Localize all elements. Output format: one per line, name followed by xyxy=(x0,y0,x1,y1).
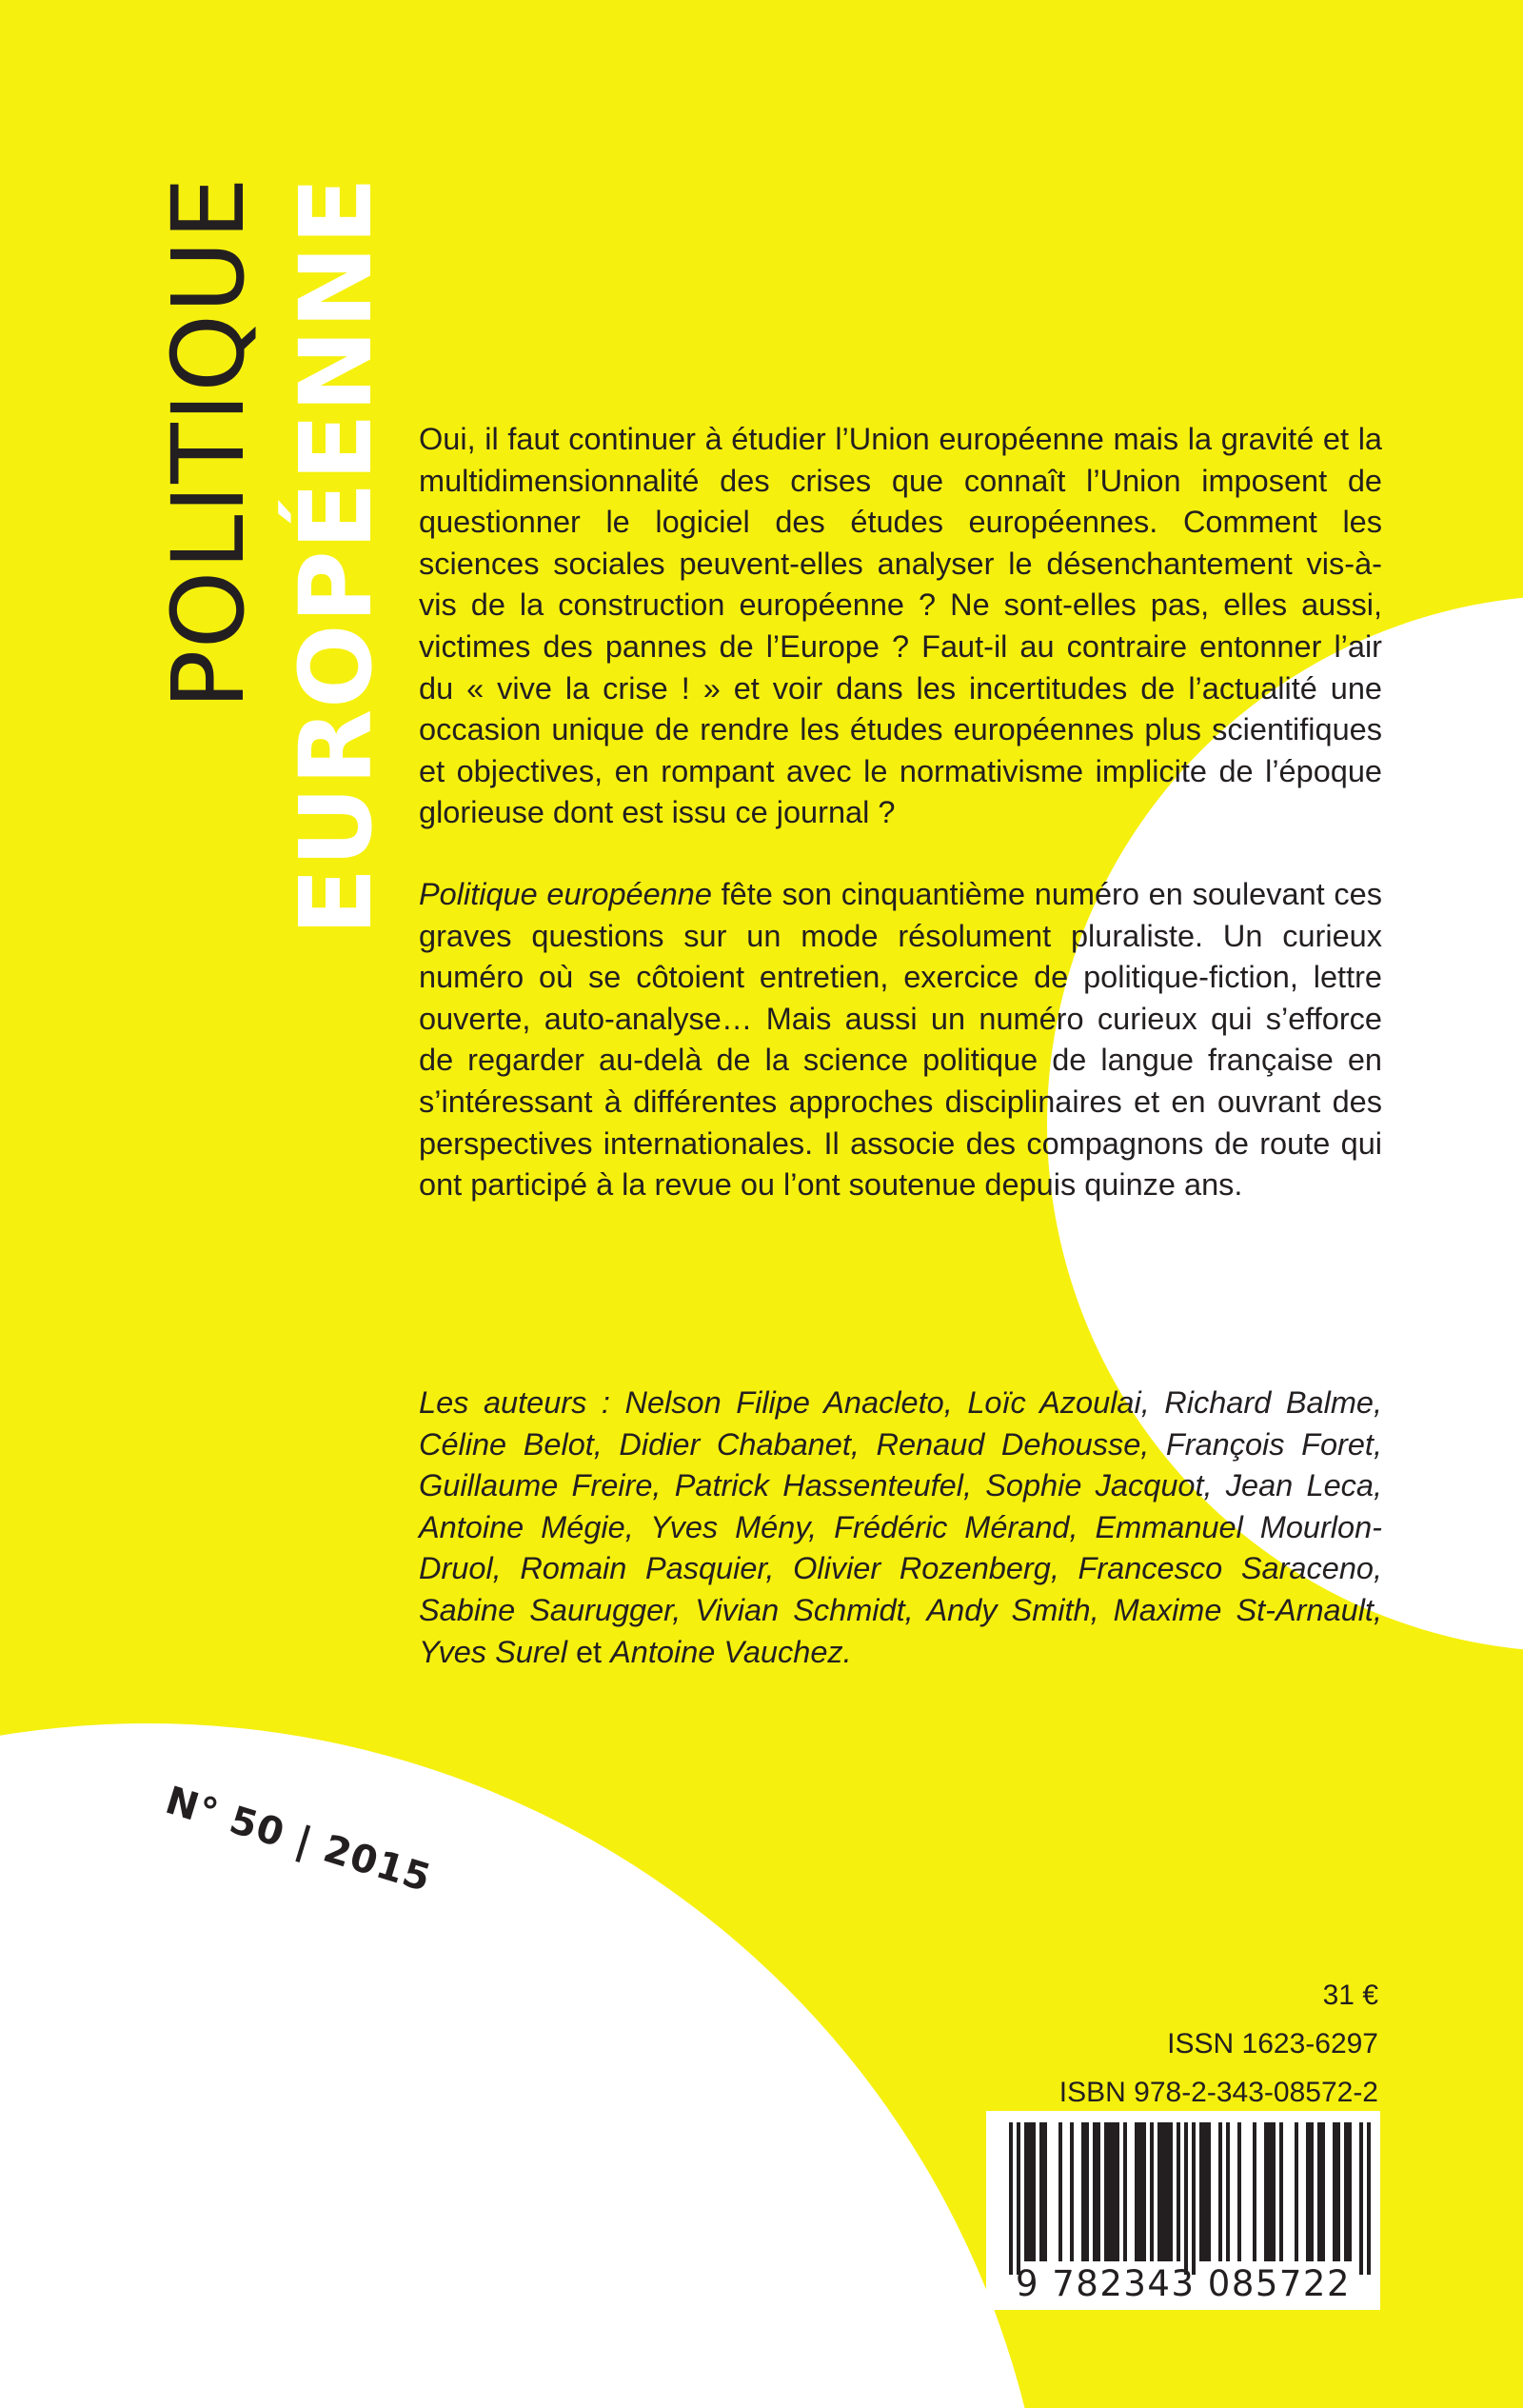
barcode-digits: 9 782343 085722 xyxy=(1015,2263,1352,2304)
barcode-bar xyxy=(1333,2122,1336,2261)
authors-list xyxy=(419,1383,1382,1673)
barcode-bar xyxy=(1112,2122,1116,2261)
journal-title-italic: Politique européenne xyxy=(419,876,712,911)
paragraph-2-text: fête son cinquantième numéro en soulevant ces graves questions sur un mode résolument pluraliste. Un curieux numéro où se côtoient entretien, exercice de politique-fiction, lettre ouverte, auto-analyse… Mais aussi un numéro curieux qui s’efforce de regarder au-delà de la science politique de langue française en s’intéressant à différentes approches disciplinaires et en ouvrant des perspectives internationales. Il associe des compagnons de route qui ont participé à la revue ou l’ont soutenue depuis quinze ans. xyxy=(419,876,1382,1203)
barcode-bar xyxy=(1039,2122,1043,2261)
barcode-bar xyxy=(1009,2122,1013,2275)
barcode-bar xyxy=(1306,2122,1310,2261)
barcode-bar xyxy=(1135,2122,1138,2261)
barcode-bar xyxy=(1085,2122,1089,2261)
barcode-bar xyxy=(1070,2122,1074,2261)
barcode-bar xyxy=(1272,2122,1276,2261)
authors-names: Les auteurs : Nelson Filipe Anacleto, Loïc Azoulai, Richard Balme, Céline Belot, Didier Chabanet, Renaud Dehousse, François Foret, Guillaume Freire, Patrick Hassenteufel, Sophie Jacquot, Jean Leca, Antoine Mégie, Yves Mény, Frédéric Mérand, Emmanuel Mourlon-Druol, Romain Pasquier, Olivier Rozenberg, Francesco Saraceno, Sabine Saurugger, Vivian Schmidt, Andy Smith, Maxime St-Arnault, Yves Surel xyxy=(419,1385,1382,1669)
barcode-bar xyxy=(1317,2122,1321,2261)
barcode-bar xyxy=(1336,2122,1340,2261)
price: 31 € xyxy=(1322,1980,1378,2011)
barcode-bar xyxy=(1177,2122,1180,2261)
title-europeenne: EUROPÉENNE xyxy=(278,176,394,936)
barcode-bar xyxy=(1138,2122,1142,2261)
barcode-bar xyxy=(1310,2122,1314,2261)
issn: ISSN 1623-6297 xyxy=(1167,2028,1378,2060)
authors-last: Antoine Vauchez. xyxy=(610,1634,852,1669)
barcode-bar xyxy=(1226,2122,1230,2261)
barcode xyxy=(986,2111,1380,2310)
barcode-bar xyxy=(1058,2122,1062,2261)
description-paragraph-2 xyxy=(419,874,1382,1206)
barcode-bar xyxy=(1203,2122,1207,2261)
barcode-bar xyxy=(1024,2122,1028,2261)
barcode-bar xyxy=(1123,2122,1127,2261)
barcode-bar xyxy=(1295,2122,1298,2261)
barcode-bar xyxy=(1207,2122,1211,2261)
barcode-bar xyxy=(1108,2122,1112,2261)
barcode-bar xyxy=(1028,2122,1032,2261)
barcode-bar xyxy=(1321,2122,1325,2261)
barcode-bar xyxy=(1279,2122,1283,2261)
barcode-bar xyxy=(1161,2122,1165,2261)
barcode-bar xyxy=(1253,2122,1256,2261)
barcode-bar xyxy=(1367,2122,1371,2275)
issue-number: N° 50 | 2015 xyxy=(160,1779,437,1901)
barcode-bar xyxy=(1017,2122,1020,2275)
barcode-bar xyxy=(1116,2122,1119,2261)
barcode-bar xyxy=(1184,2122,1188,2275)
barcode-bar xyxy=(1344,2122,1348,2261)
barcode-bar xyxy=(1268,2122,1272,2261)
barcode-bar xyxy=(1237,2122,1241,2261)
barcode-bar xyxy=(1081,2122,1085,2261)
barcode-bar xyxy=(1032,2122,1036,2261)
barcode-bar xyxy=(1104,2122,1108,2261)
isbn: ISBN 978-2-343-08572-2 xyxy=(1058,2077,1378,2108)
barcode-bar xyxy=(1157,2122,1161,2261)
barcode-bar xyxy=(1264,2122,1268,2261)
description xyxy=(419,419,1382,1206)
barcode-bar xyxy=(1043,2122,1047,2261)
barcode-bar xyxy=(1359,2122,1363,2275)
barcode-bar xyxy=(1093,2122,1097,2261)
barcode-bar xyxy=(1218,2122,1222,2261)
title-politique: POLITIQUE xyxy=(150,176,267,710)
barcode-bar xyxy=(1142,2122,1146,2261)
barcode-bar xyxy=(1192,2122,1196,2275)
barcode-bar xyxy=(1150,2122,1154,2261)
barcode-bar xyxy=(1097,2122,1100,2261)
barcode-bar xyxy=(1199,2122,1203,2261)
barcode-bar xyxy=(1169,2122,1173,2261)
barcode-bar xyxy=(1348,2122,1352,2261)
publication-info xyxy=(1059,1971,1378,2117)
barcode-bar xyxy=(1165,2122,1169,2261)
authors-conjunction: et xyxy=(566,1634,611,1669)
description-paragraph-1: Oui, il faut continuer à étudier l’Union européenne mais la gravité et la multidimensionnalité des crises que connaît l’Union imposent de questionner le logiciel des études européennes. Comment les sciences sociales peuvent-elles analyser le désenchantement vis-à-vis de la construction européenne ? Ne sont-elles pas, elles aussi, victimes des pannes de l’Europe ? Faut-il au contraire entonner l’air du « vive la crise ! » et voir dans les incertitudes de l’actualité une occasion unique de rendre les études européennes plus scientifiques et objectives, en rompant avec le normativisme implicite de l’époque glorieuse dont est issu ce journal ? xyxy=(419,422,1382,830)
